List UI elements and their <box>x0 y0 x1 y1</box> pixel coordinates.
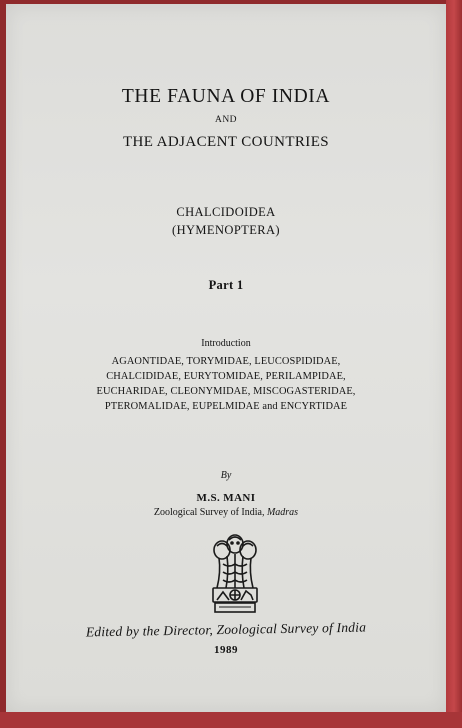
book-cover-edge <box>446 0 462 728</box>
affiliation-text: Zoological Survey of India, <box>153 507 265 518</box>
superfamily-name: CHALCIDOIDEA <box>176 205 276 219</box>
introduction-label: Introduction <box>201 338 251 349</box>
book-cover-bottom <box>0 712 462 728</box>
author-affiliation <box>6 507 446 518</box>
publication-year: 1989 <box>214 644 238 656</box>
author-name: M.S. MANI <box>196 492 256 504</box>
title-conjunction: AND <box>214 115 238 125</box>
title-page <box>6 4 446 712</box>
order-name: (HYMENOPTERA) <box>172 223 280 237</box>
book-subtitle: THE ADJACENT COUNTRIES <box>122 134 330 150</box>
editor-credit: Edited by the Director, Zoological Survey of India <box>85 619 367 640</box>
affiliation-city: Madras <box>266 507 299 518</box>
by-label: By <box>220 470 232 481</box>
family-list-line: AGAONTIDAE, TORYMIDAE, LEUCOSPIDIDAE, <box>111 356 341 367</box>
family-list-line: CHALCIDIDAE, EURYTOMIDAE, PERILAMPIDAE, <box>106 371 346 382</box>
family-list-line: EUCHARIDAE, CLEONYMIDAE, MISCOGASTERIDAE, <box>96 386 356 397</box>
state-emblem-icon <box>205 530 265 618</box>
book-title: THE FAUNA OF INDIA <box>121 86 331 107</box>
family-list-line: PTEROMALIDAE, EUPELMIDAE and ENCYRTIDAE <box>104 401 348 412</box>
part-number: Part 1 <box>208 278 244 292</box>
